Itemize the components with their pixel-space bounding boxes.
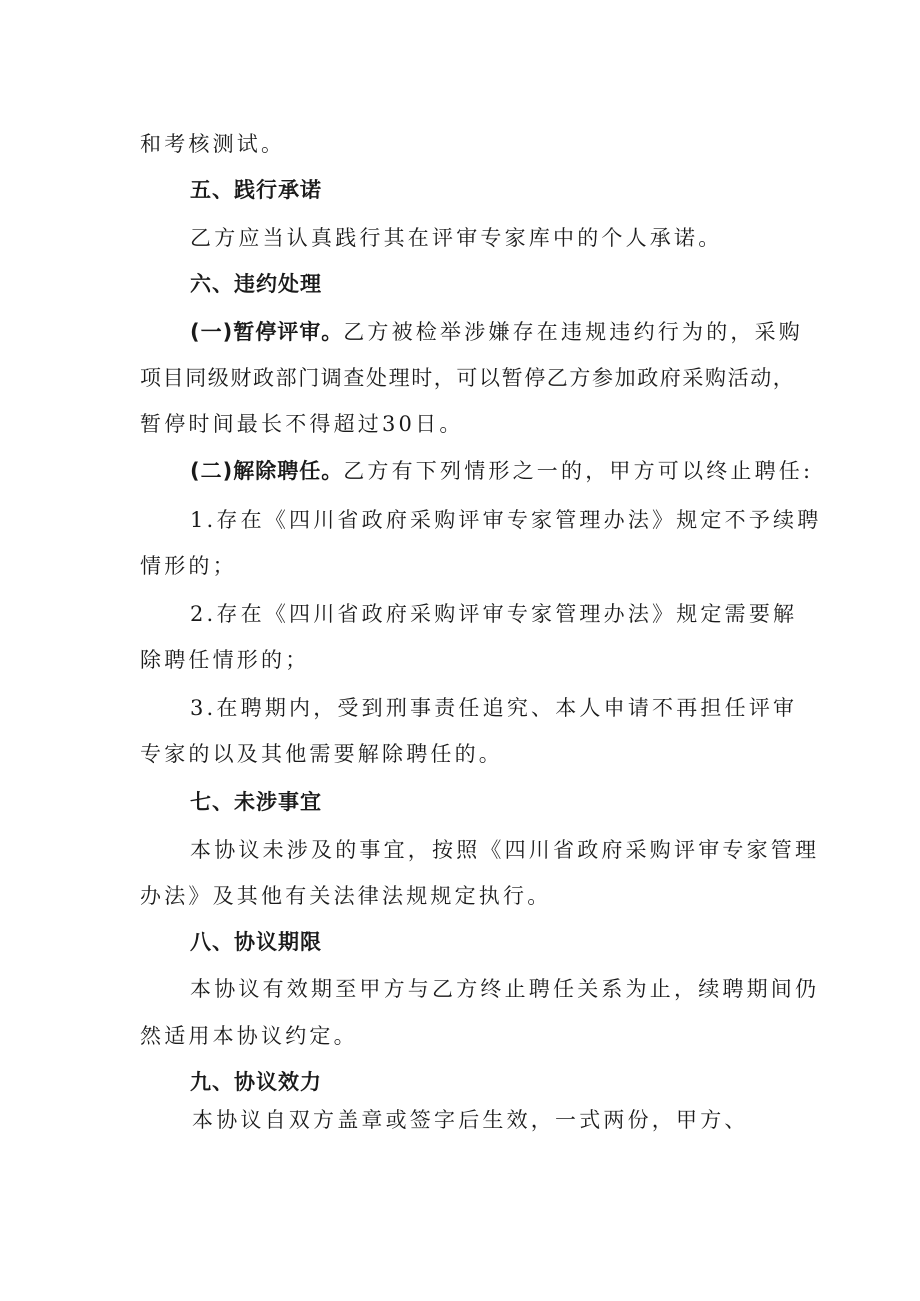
section-6-heading: 六、违约处理 — [190, 272, 322, 296]
item-2-label: (二)解除聘任。 — [190, 459, 344, 483]
sub-item-2-line-1: 2.存在《四川省政府采购评审专家管理办法》规定需要解 — [190, 602, 798, 626]
section-8-line-2: 然适用本协议约定。 — [140, 1024, 358, 1048]
item-1-label: (一)暂停评审。 — [190, 320, 344, 344]
section-6-item-1-line-3: 暂停时间最长不得超过30日。 — [140, 412, 464, 436]
sub-item-1-line-1: 1.存在《四川省政府采购评审专家管理办法》规定不予续聘 — [190, 508, 822, 532]
section-9-line-1: 本协议自双方盖章或签字后生效，一式两份，甲方、 — [192, 1108, 749, 1132]
section-7-line-2: 办法》及其他有关法律法规规定执行。 — [140, 884, 552, 908]
section-7-heading: 七、未涉事宜 — [190, 790, 322, 814]
item-2-text: 乙方有下列情形之一的，甲方可以终止聘任: — [343, 459, 814, 483]
sub-item-1-line-2: 情形的； — [140, 554, 237, 578]
sub-item-3-line-1: 3.在聘期内，受到刑事责任追究、本人申请不再担任评审 — [190, 696, 798, 720]
section-9-heading: 九、协议效力 — [190, 1070, 322, 1094]
section-8-line-1: 本协议有效期至甲方与乙方终止聘任关系为止，续聘期间仍 — [190, 977, 820, 1001]
sub-item-2-line-2: 除聘任情形的； — [140, 648, 310, 672]
section-6-item-1-line-2: 项目同级财政部门调查处理时，可以暂停乙方参加政府采购活动， — [140, 366, 796, 390]
section-5-heading: 五、践行承诺 — [190, 178, 322, 202]
section-5-text: 乙方应当认真践行其在评审专家库中的个人承诺。 — [190, 226, 723, 250]
section-6-item-2-line-1 — [190, 457, 813, 485]
section-6-item-1-line-1 — [190, 318, 803, 346]
paragraph-continuation: 和考核测试。 — [140, 132, 286, 156]
section-7-line-1: 本协议未涉及的事宜，按照《四川省政府采购评审专家管理 — [190, 838, 820, 862]
sub-item-3-line-2: 专家的以及其他需要解除聘任的。 — [140, 742, 503, 766]
item-1-text: 乙方被检举涉嫌存在违规违约行为的，采购 — [343, 320, 804, 344]
section-8-heading: 八、协议期限 — [190, 930, 322, 954]
